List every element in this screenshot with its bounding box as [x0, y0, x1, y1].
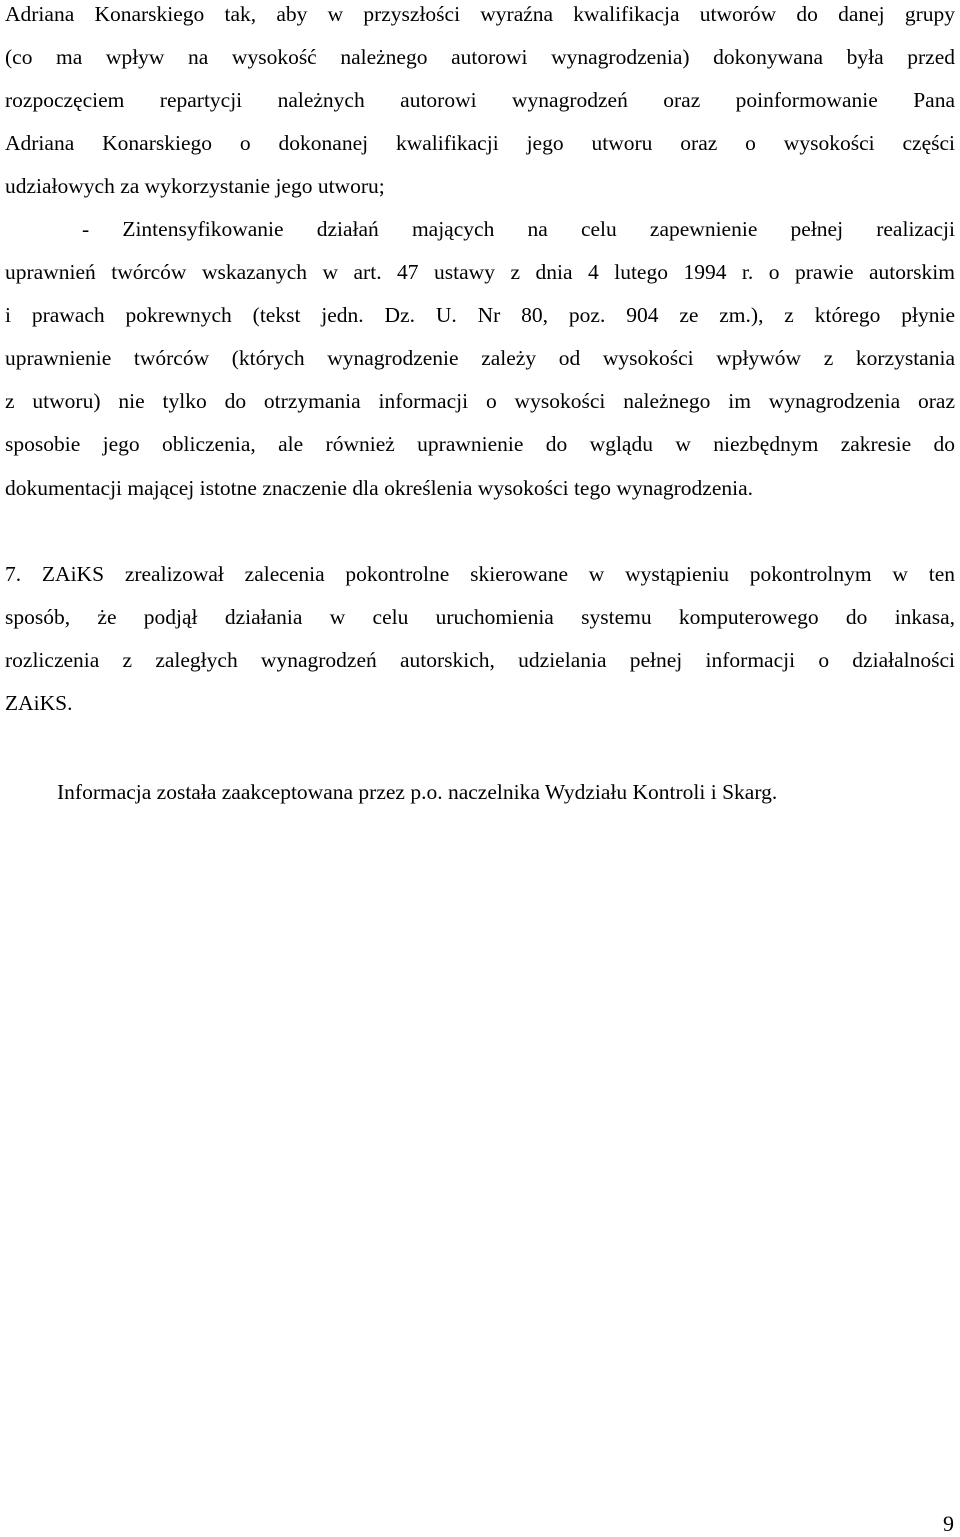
bullet-line: - Zintensyfikowanie działań mających na celu zapewnienie pełnej realizacji — [82, 217, 955, 241]
text-line: uprawnień twórców wskazanych w art. 47 ustawy z dnia 4 lutego 1994 r. o prawie autorskim — [5, 260, 955, 284]
text-line: sposobie jego obliczenia, ale również uprawnienie do wglądu w niezbędnym zakresie do — [5, 432, 955, 456]
text-line: z utworu) nie tylko do otrzymania informacji o wysokości należnego im wynagrodzenia oraz — [5, 389, 955, 413]
text-line: rozliczenia z zaległych wynagrodzeń autorskich, udzielania pełnej informacji o działalności — [5, 648, 955, 672]
text-line: rozpoczęciem repartycji należnych autorowi wynagrodzeń oraz poinformowanie Pana — [5, 88, 955, 112]
text-line: dokumentacji mającej istotne znaczenie dla określenia wysokości tego wynagrodzenia. — [5, 476, 754, 500]
text-line: (co ma wpływ na wysokość należnego autorowi wynagrodzenia) dokonywana była przed — [5, 45, 955, 69]
text-line: sposób, że podjął działania w celu uruchomienia systemu komputerowego do inkasa, — [5, 605, 955, 629]
numbered-item-line: 7. ZAiKS zrealizował zalecenia pokontrolne skierowane w wystąpieniu pokontrolnym w ten — [5, 562, 955, 586]
text-line: Adriana Konarskiego o dokonanej kwalifikacji jego utworu oraz o wysokości części — [5, 131, 955, 155]
text-line: Adriana Konarskiego tak, aby w przyszłości wyraźna kwalifikacja utworów do danej grupy — [5, 2, 955, 26]
closing-statement: Informacja została zaakceptowana przez p.o. naczelnika Wydziału Kontroli i Skarg. — [57, 780, 778, 804]
page-number: 9 — [943, 1511, 954, 1536]
text-line: i prawach pokrewnych (tekst jedn. Dz. U. Nr 80, poz. 904 ze zm.), z którego płynie — [5, 303, 955, 327]
text-line: ZAiKS. — [5, 691, 73, 715]
text-line: udziałowych za wykorzystanie jego utworu; — [5, 174, 385, 198]
text-line: uprawnienie twórców (których wynagrodzenie zależy od wysokości wpływów z korzystania — [5, 346, 955, 370]
